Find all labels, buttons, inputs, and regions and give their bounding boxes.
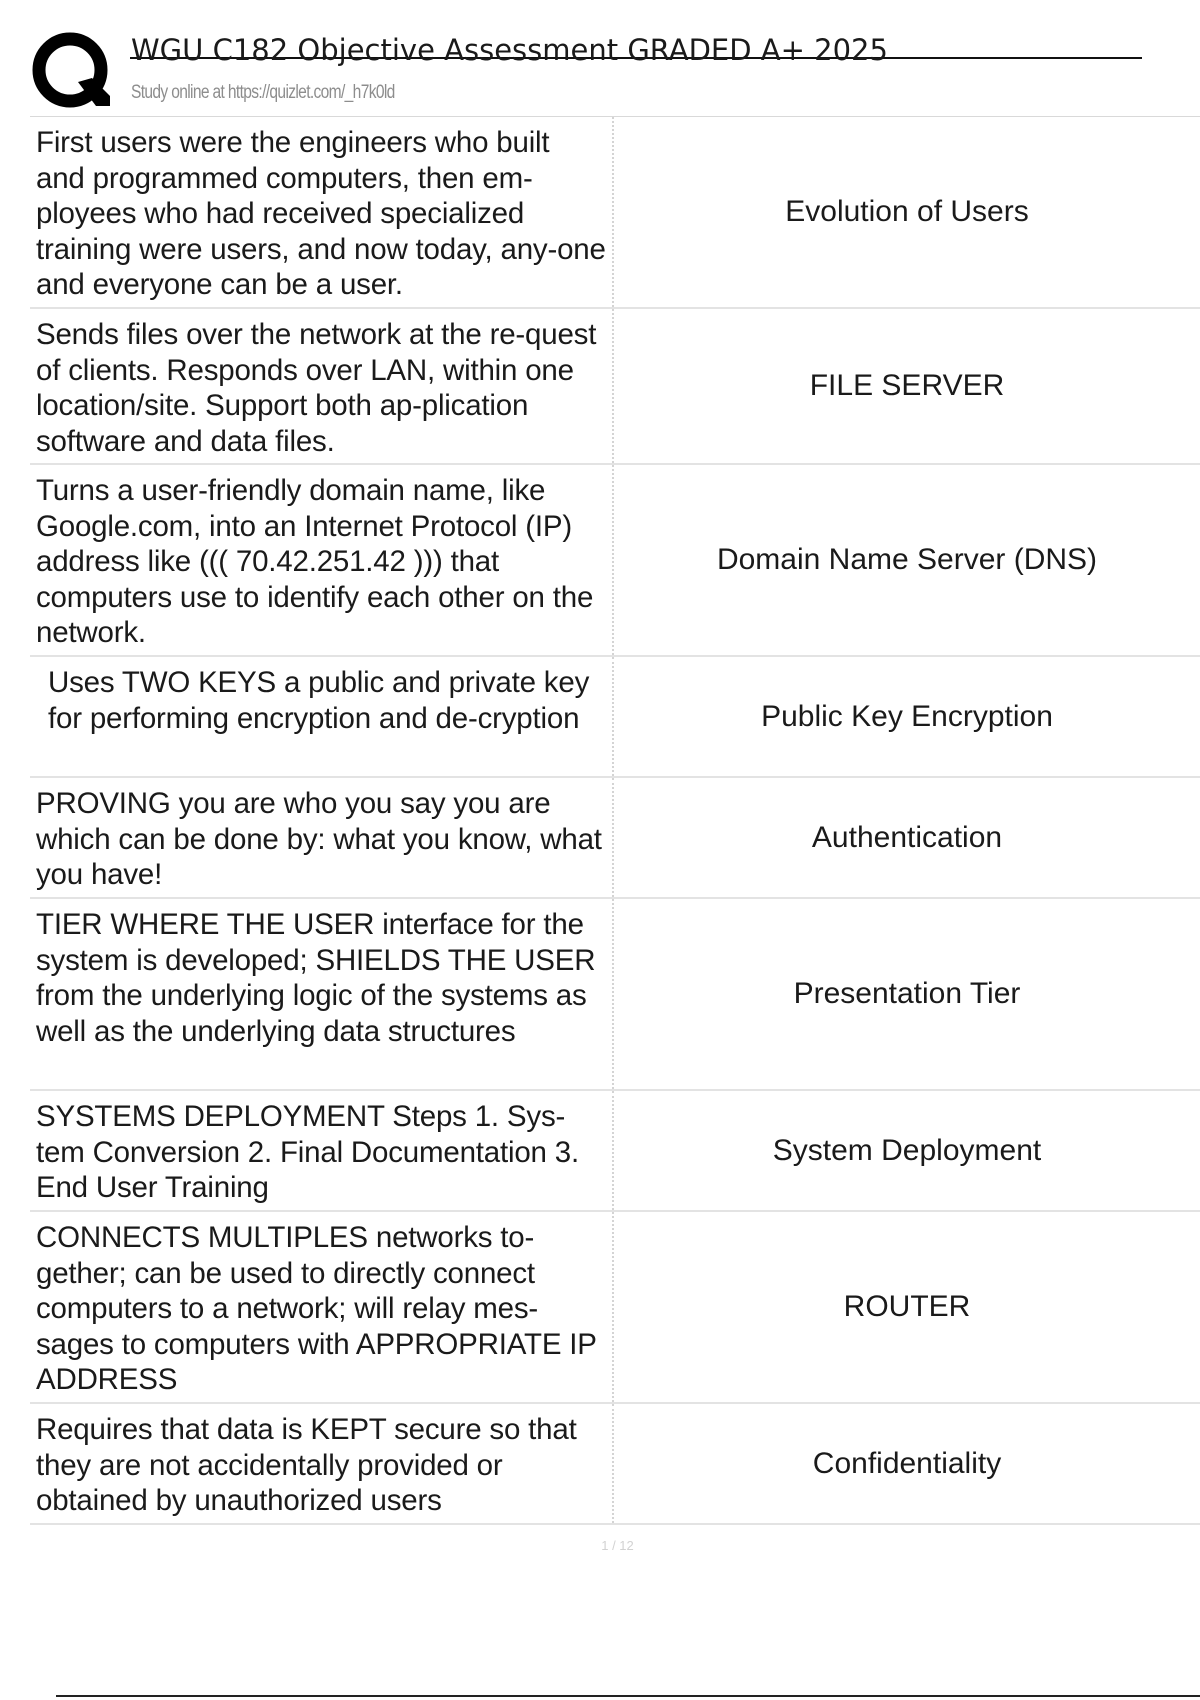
table-row bbox=[30, 899, 1200, 1091]
term-cell: First users were the engineers who built and programmed computers, then em-ployees who had received specialized training were users, and now today, any-one and everyone can be a user. bbox=[30, 117, 614, 307]
definition-cell: Evolution of Users bbox=[785, 195, 1029, 228]
table-row bbox=[30, 1212, 1200, 1404]
quizlet-logo-icon bbox=[32, 32, 112, 112]
term-cell: Turns a user-friendly domain name, like Google.com, into an Internet Protocol (IP) address like ((( 70.42.251.42 ))) that computers use to identify each other on the network. bbox=[30, 465, 614, 655]
definition-cell: Domain Name Server (DNS) bbox=[716, 543, 1098, 576]
term-cell: CONNECTS MULTIPLES networks to-gether; can be used to directly connect computers to a network; will relay mes-sages to computers with APPROPRIATE IP ADDRESS bbox=[30, 1212, 614, 1402]
table-row bbox=[30, 117, 1200, 309]
term-cell: TIER WHERE THE USER interface for the system is developed; SHIELDS THE USER from the underlying logic of the systems as well as the underlying data structures bbox=[30, 899, 614, 1089]
term-cell: Requires that data is KEPT secure so that they are not accidentally provided or obtained by unauthorized users bbox=[30, 1404, 614, 1523]
term-cell: PROVING you are who you say you are which can be done by: what you know, what you have! bbox=[30, 778, 614, 897]
table-row bbox=[30, 309, 1200, 465]
table-row bbox=[30, 778, 1200, 899]
term-cell: Uses TWO KEYS a public and private key for performing encryption and de-cryption bbox=[30, 657, 614, 776]
table-row bbox=[30, 1091, 1200, 1212]
flashcard-table bbox=[30, 117, 1200, 1525]
term-cell: SYSTEMS DEPLOYMENT Steps 1. Sys-tem Conversion 2. Final Documentation 3. End User Training bbox=[30, 1091, 614, 1210]
definition-cell: FILE SERVER bbox=[809, 369, 1005, 402]
term-cell: Sends files over the network at the re-quest of clients. Responds over LAN, within one location/site. Support both ap-plication software and data files. bbox=[30, 309, 614, 463]
table-row bbox=[30, 465, 1200, 657]
page-number: 1 / 12 bbox=[601, 1538, 634, 1553]
definition-cell: ROUTER bbox=[843, 1290, 971, 1323]
definition-cell: System Deployment bbox=[772, 1133, 1042, 1167]
table-row bbox=[30, 657, 1200, 778]
definition-cell: Authentication bbox=[811, 820, 1003, 854]
definition-cell: Confidentiality bbox=[812, 1446, 1002, 1480]
study-online-link[interactable]: Study online at https://quizlet.com/_h7k0ld bbox=[131, 82, 395, 103]
definition-cell: Public Key Encryption bbox=[761, 699, 1053, 733]
page-title: WGU C182 Objective Assessment GRADED A+ 2025 bbox=[131, 33, 888, 67]
definition-cell: Presentation Tier bbox=[793, 977, 1021, 1010]
table-row bbox=[30, 1404, 1200, 1525]
footer-divider bbox=[56, 1695, 1200, 1697]
